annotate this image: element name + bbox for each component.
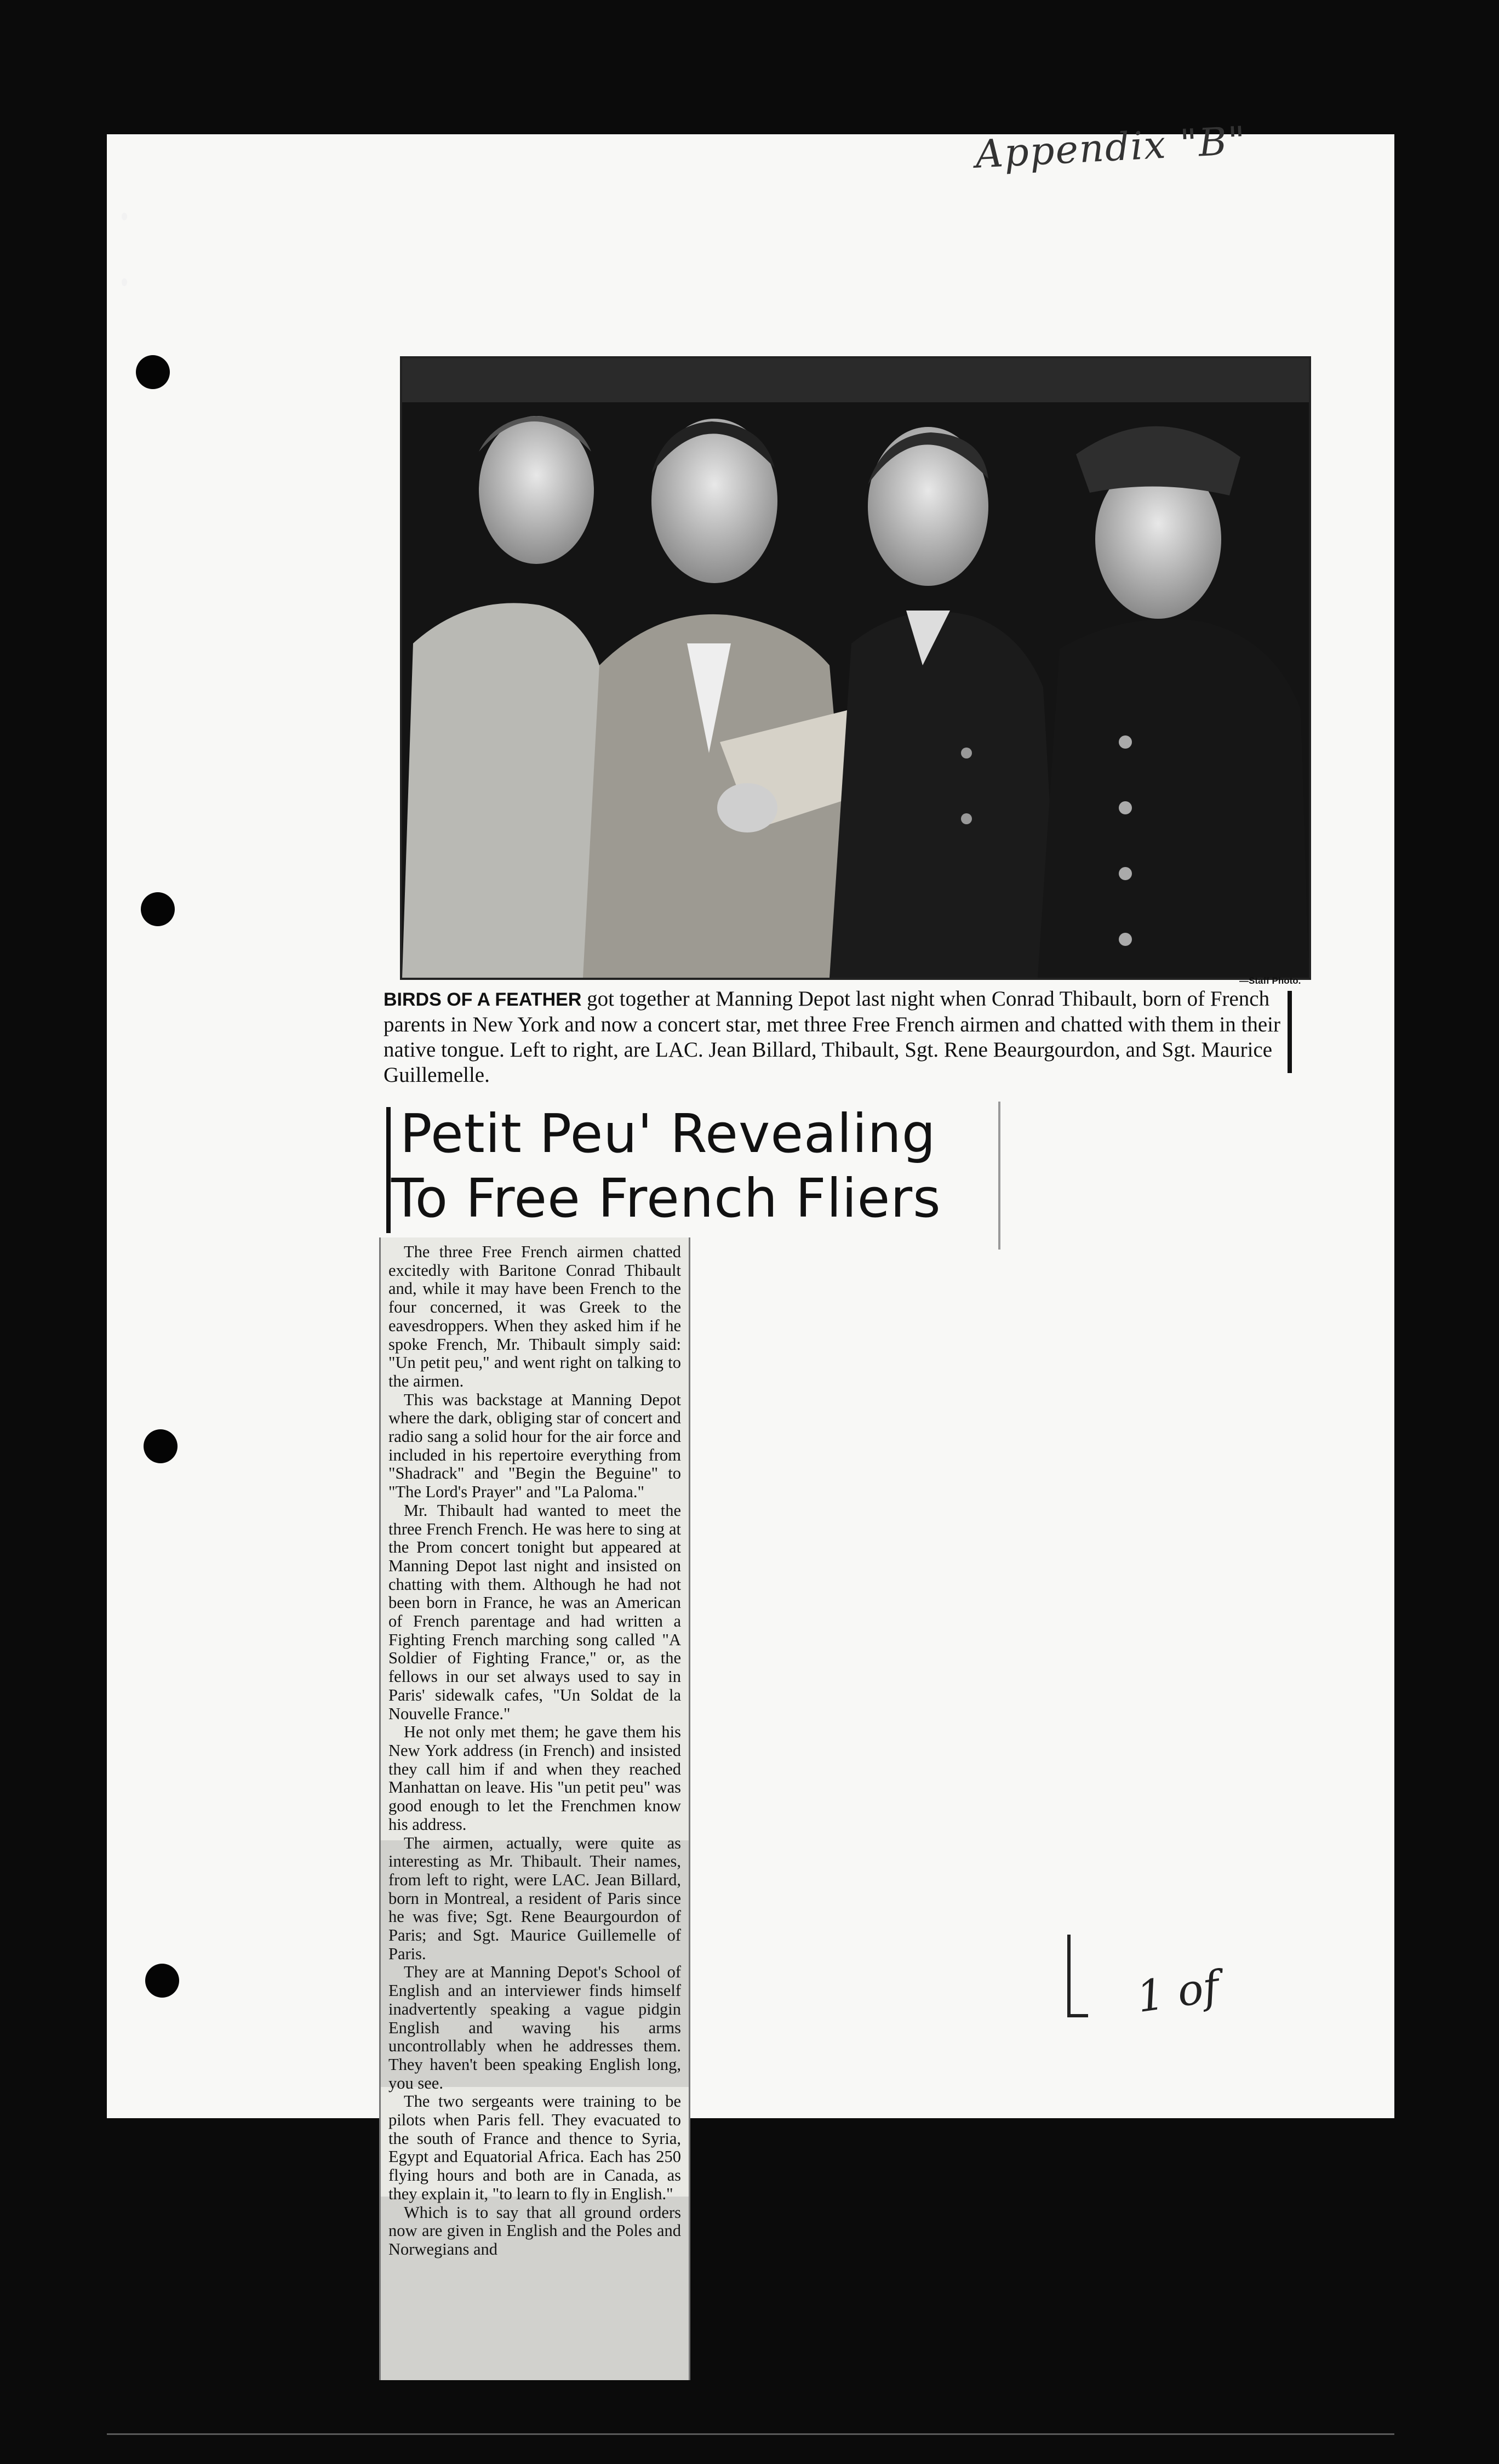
binder-hole-lower-middle: [144, 1429, 178, 1463]
handwritten-appendix-label: Appendix "B": [974, 118, 1248, 177]
article-paragraph: The three Free French airmen chatted excitedly with Baritone Conrad Thibault and, while it may have been French to the four concerned, it was Greek to the eavesdroppers. When they asked him if he spoke French, Mr. Thibault simply said: "Un petit peu," and went right on talking to the airmen.: [388, 1242, 681, 1390]
headline-line-2: To Free French Fliers: [391, 1167, 941, 1229]
bottom-edge-line: [107, 2433, 1394, 2435]
caption-lead: BIRDS OF A FEATHER: [384, 989, 582, 1010]
binder-hole-upper-middle: [141, 892, 175, 926]
binder-hole-bottom: [145, 1964, 179, 1998]
edge-mark: [122, 278, 127, 286]
handwritten-page-note: 1 of: [1134, 1961, 1222, 2023]
article-paragraph: Mr. Thibault had wanted to meet the three French French. He was here to sing at the Prom concert tonight but appeared at Manning Depot last night and insisted on chatting with them. Although he had not been born in France, he was an American of French parentage and had written a Fighting French marching song called "A Soldier of Fighting France," or, as the fellows in our set always used to say in Paris' sidewalk cafes, "Un Soldat de la Nouvelle France.": [388, 1501, 681, 1723]
headline-line-1: Petit Peu' Revealing: [400, 1103, 936, 1165]
photo-credit: —Staff Photo.: [1239, 976, 1301, 986]
article-paragraph: Which is to say that all ground orders now are given in English and the Poles and Norwegians and: [388, 2203, 681, 2258]
article-headline: [384, 1102, 986, 1231]
photo-caption: [384, 986, 1293, 1088]
handwritten-bracket: [1067, 1935, 1088, 2017]
news-photo: [400, 356, 1311, 980]
article-paragraph: The two sergeants were training to be pilots when Paris fell. They evacuated to the south of France and thence to Syria, Egypt and Equatorial Africa. Each has 250 flying hours and both are in Canada, as they explain it, "to learn to fly in English.": [388, 2092, 681, 2203]
article-body: [381, 1237, 689, 2259]
shadow-band: [381, 2197, 689, 2380]
article-column: [379, 1237, 690, 2380]
article-paragraph: The airmen, actually, were quite as interesting as Mr. Thibault. Their names, from left to right, were LAC. Jean Billard, born in Montreal, a resident of Paris since he was five; Sgt. Rene Beaurgourdon of Paris; and Sgt. Maurice Guillemelle of Paris.: [388, 1833, 681, 1963]
clipping-edge: [998, 1102, 1000, 1250]
caption-rule: [1288, 991, 1292, 1073]
edge-mark: [122, 213, 127, 220]
article-paragraph: They are at Manning Depot's School of English and an interviewer finds himself inadvertently speaking a vague pidgin English and waving his arms uncontrollably when he addresses them. They haven't been speaking English long, you see.: [388, 1963, 681, 2092]
caption-text: got together at Manning Depot last night when Conrad Thibault, born of French parents in New York and now a concert star, met three Free French airmen and chatted with them in their native tongue. Left to right, are LAC. Jean Billard, Thibault, Sgt. Rene Beaurgourdon, and Sgt. Maurice Guillemelle.: [384, 987, 1281, 1087]
article-paragraph: He not only met them; he gave them his New York address (in French) and insisted they call him if and when they reached Manhattan on leave. His "un petit peu" was good enough to let the Frenchmen know his address.: [388, 1722, 681, 1834]
article-paragraph: This was backstage at Manning Depot where the dark, obliging star of concert and radio sang a solid hour for the air force and included in his repertoire everything from "Shadrack" and "Begin the Beguine" to "The Lord's Prayer" and "La Paloma.": [388, 1390, 681, 1502]
binder-hole-top: [136, 355, 170, 389]
shadow-band: [381, 1840, 689, 2087]
photo-illustration: [402, 358, 1309, 978]
